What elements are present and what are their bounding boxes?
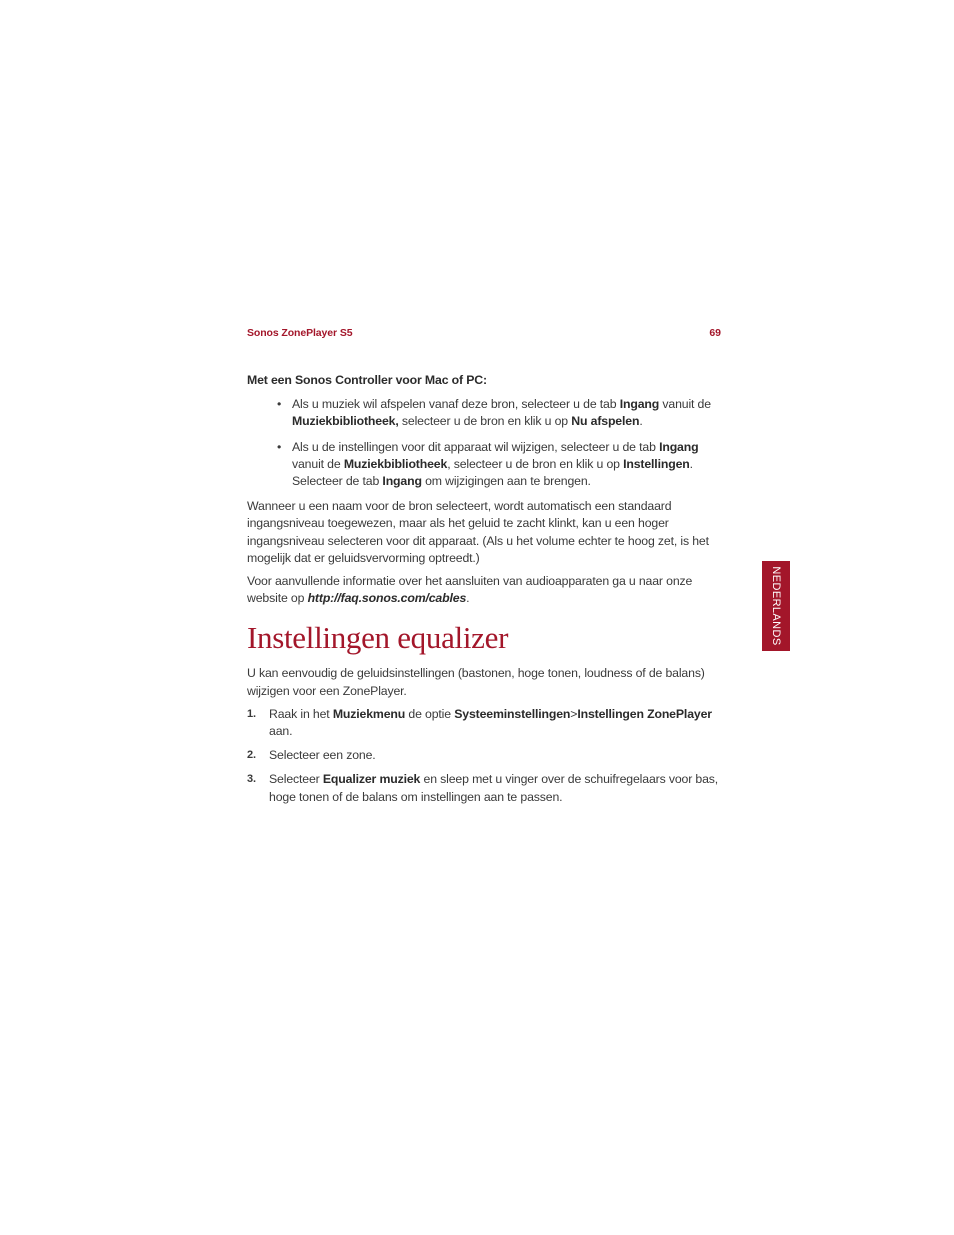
bold-term: Ingang — [619, 397, 660, 412]
bold-term: Ingang — [382, 474, 422, 489]
step-text: aan. — [269, 724, 293, 739]
list-item — [247, 771, 725, 805]
step-text: de optie — [405, 706, 455, 721]
step-text: > — [570, 706, 578, 721]
bold-term: Equalizer muziek — [322, 772, 421, 787]
list-item — [247, 396, 725, 430]
bullet-text: vanuit de — [292, 456, 344, 471]
paragraph-text: Voor aanvullende informatie over het aansluiten van audioapparaten ga u naar onze website op — [247, 574, 693, 606]
step-number: 1. — [247, 707, 256, 720]
page-number: 69 — [709, 327, 721, 339]
bullet-text: Als u muziek wil afspelen vanaf deze bron, selecteer u de tab — [292, 397, 620, 412]
bullet-text: vanuit de — [659, 397, 711, 412]
section-title: Instellingen equalizer — [247, 620, 509, 656]
page-content — [247, 372, 725, 813]
equalizer-steps — [247, 706, 725, 806]
mac-pc-bullet-list — [247, 396, 725, 490]
bold-term: Muziekmenu — [332, 706, 406, 721]
list-item — [247, 439, 725, 491]
bullet-text: om wijzigingen aan te brengen. — [421, 474, 591, 489]
step-text: Selecteer — [269, 772, 323, 787]
bullet-text: . — [639, 414, 643, 429]
step-number: 2. — [247, 749, 256, 762]
language-tab — [762, 561, 790, 651]
list-item — [247, 747, 725, 764]
bullet-mark: • — [277, 397, 282, 412]
bold-term: Systeeminstellingen — [454, 706, 571, 721]
language-tab-label: NEDERLANDS — [770, 566, 782, 646]
bullet-text: Als u de instellingen voor dit apparaat wil wijzigen, selecteer u de tab — [292, 439, 660, 454]
bold-term: Instellingen ZonePlayer — [577, 706, 712, 721]
step-text: Selecteer een zone. — [269, 748, 376, 763]
faq-link[interactable]: http://faq.sonos.com/cables — [307, 591, 467, 606]
bold-term: Muziekbibliotheek — [343, 456, 448, 471]
bullet-mark: • — [277, 439, 282, 454]
step-text: Raak in het — [269, 706, 333, 721]
mac-pc-heading: Met een Sonos Controller voor Mac of PC: — [247, 373, 487, 387]
bold-term: Instellingen — [623, 456, 690, 471]
bullet-text: , selecteer u de bron en klik u op — [447, 456, 624, 471]
paragraph-text: . — [466, 591, 470, 606]
bullet-text: selecteer u de bron en klik u op — [398, 414, 572, 429]
step-text: en sleep met u vinger over de schuifregelaars voor bas, hoge tonen of de balans om instellingen aan te passen. — [269, 772, 719, 804]
step-number: 3. — [247, 773, 256, 786]
bold-term: Ingang — [659, 439, 699, 454]
input-level-paragraph: Wanneer u een naam voor de bron selecteert, wordt automatisch een standaard ingangsniveau toegewezen, maar als het geluid te zacht klinkt, kan u een hoger ingangsniveau selecteren voor dit apparaat. (Als u het volume echter te hoog zet, is het mogelijk dat er geluidsvervorming optreedt.) — [247, 499, 709, 565]
running-header-title: Sonos ZonePlayer S5 — [247, 327, 353, 339]
bullet-text: . Selecteer de tab — [292, 456, 693, 489]
bold-term: Muziekbibliotheek, — [292, 414, 399, 429]
more-info-paragraph — [247, 573, 725, 607]
bold-term: Nu afspelen — [571, 414, 640, 429]
equalizer-intro: U kan eenvoudig de geluidsinstellingen (bastonen, hoge tonen, loudness of de balans) wijzigen voor een ZonePlayer. — [247, 666, 705, 698]
list-item — [247, 706, 725, 740]
